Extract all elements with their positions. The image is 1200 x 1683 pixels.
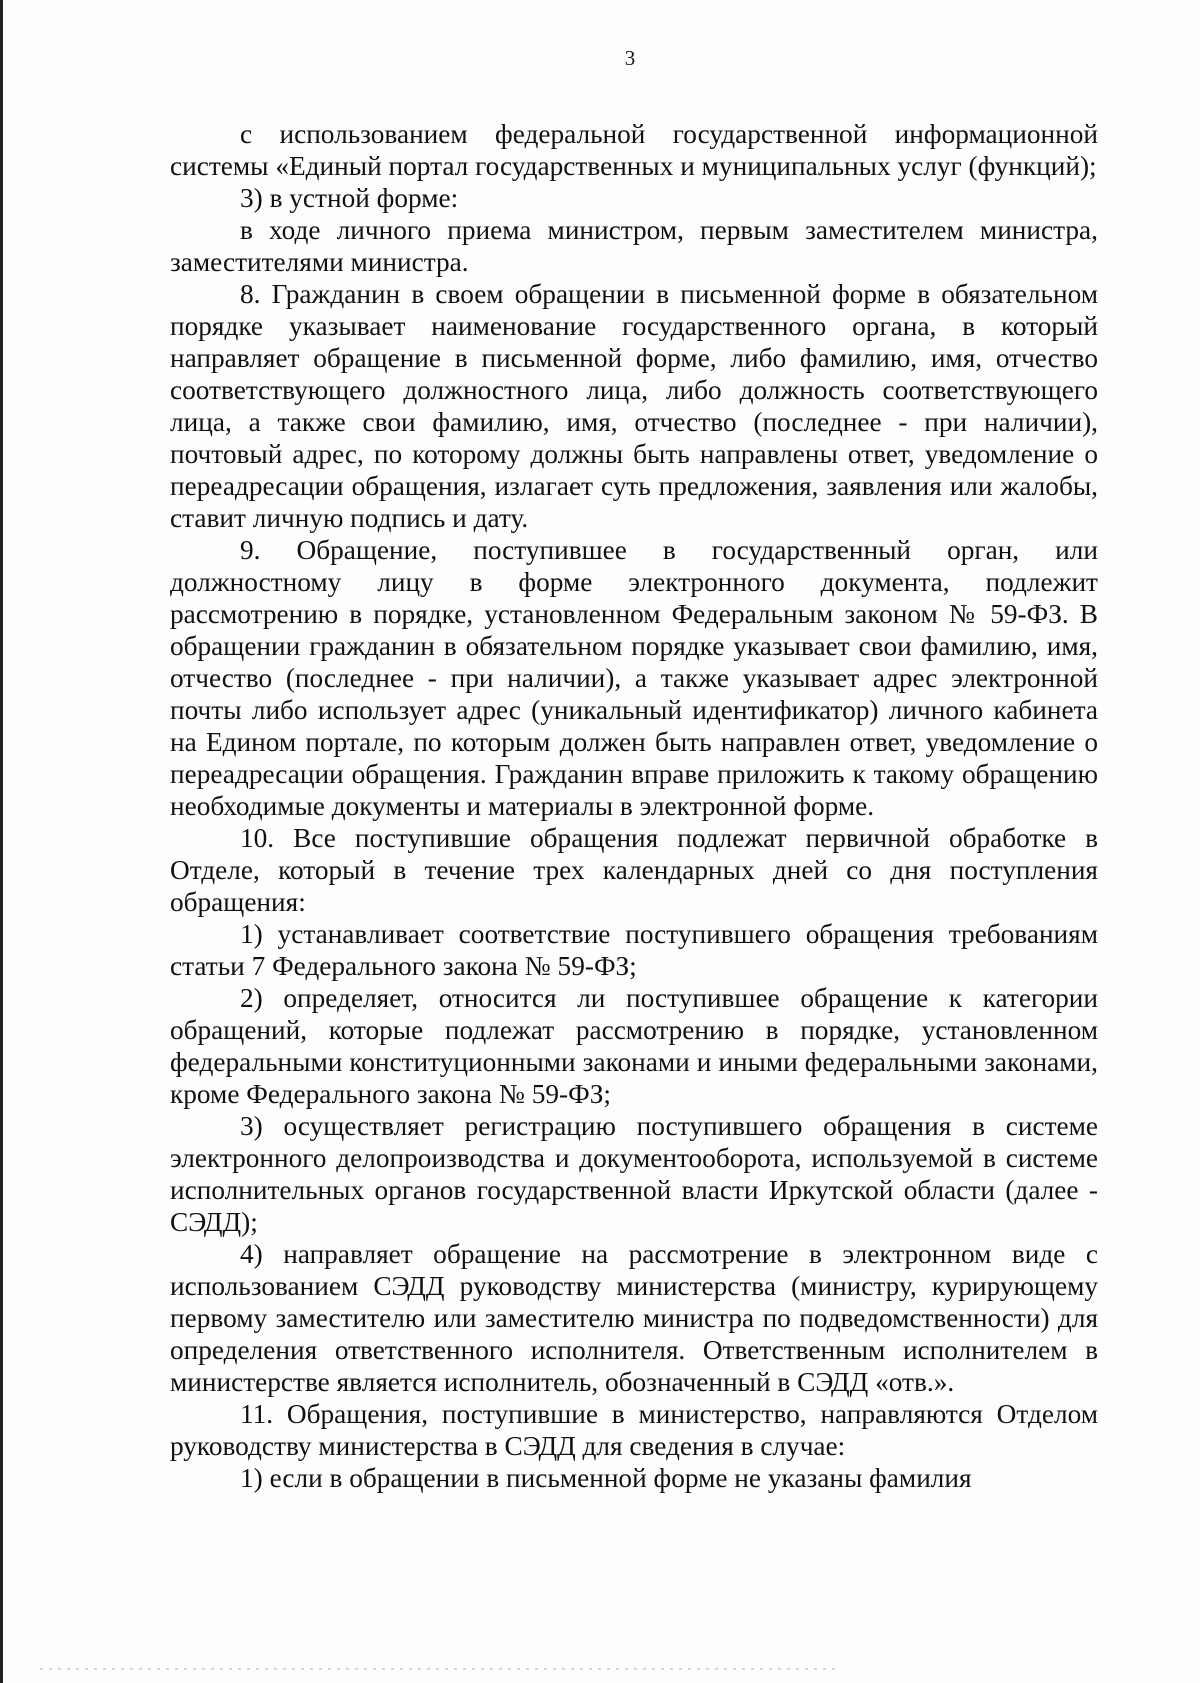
paragraph: в ходе личного приема министром, первым заместителем министра, заместителями министра. bbox=[170, 215, 1098, 277]
paragraph: 10. Все поступившие обращения подлежат первичной обработке в Отделе, который в течение трех календарных дней со дня поступления обращения: bbox=[170, 823, 1098, 917]
paragraph: 2) определяет, относится ли поступившее обращение к категории обращений, которые подлежат рассмотрению в порядке, установленном федеральными конституционными законами и иными федеральными законами, кроме Федерального закона № 59-ФЗ; bbox=[170, 983, 1098, 1109]
scan-noise bbox=[40, 1668, 840, 1670]
paragraph: 3) в устной форме: bbox=[240, 183, 459, 213]
paragraph: 4) направляет обращение на рассмотрение в электронном виде с использованием СЭДД руководству министерства (министру, курирующему первому заместителю или заместителю министра по подведомственности) для определения ответственного исполнителя. Ответственным исполнителем в министерстве является исполнитель, обозначенный в СЭДД «отв.». bbox=[170, 1239, 1098, 1397]
paragraph: 3) осуществляет регистрацию поступившего обращения в системе электронного делопроизводства и документооборота, используемой в системе исполнительных органов государственной власти Иркутской области (далее - СЭДД); bbox=[170, 1111, 1098, 1237]
paragraph: с использованием федеральной государственной информационной системы «Единый портал государственных и муниципальных услуг (функций); bbox=[170, 119, 1098, 181]
paragraph: 1) если в обращении в письменной форме не указаны фамилия bbox=[240, 1463, 972, 1493]
scan-edge bbox=[0, 0, 3, 1683]
page-number: 3 bbox=[624, 46, 636, 70]
paragraph: 1) устанавливает соответствие поступившего обращения требованиям статьи 7 Федерального закона № 59-ФЗ; bbox=[170, 919, 1098, 981]
paragraph: 9. Обращение, поступившее в государственный орган, или должностному лицу в форме электронного документа, подлежит рассмотрению в порядке, установленном Федеральным законом № 59-ФЗ. В обращении гражданин в обязательном порядке указывает свои фамилию, имя, отчество (последнее - при наличии), а также указывает адрес электронной почты либо использует адрес (уникальный идентификатор) личного кабинета на Едином портале, по которым должен быть направлен ответ, уведомление о переадресации обращения. Гражданин вправе приложить к такому обращению необходимые документы и материалы в электронной форме. bbox=[170, 535, 1098, 821]
paragraph: 11. Обращения, поступившие в министерство, направляются Отделом руководству министерства в СЭДД для сведения в случае: bbox=[170, 1399, 1098, 1461]
paragraph: 8. Гражданин в своем обращении в письменной форме в обязательном порядке указывает наименование государственного органа, в который направляет обращение в письменной форме, либо фамилию, имя, отчество соответствующего должностного лица, либо должность соответствующего лица, а также свои фамилию, имя, отчество (последнее - при наличии), почтовый адрес, по которому должны быть направлены ответ, уведомление о переадресации обращения, излагает суть предложения, заявления или жалобы, ставит личную подпись и дату. bbox=[170, 279, 1098, 533]
document-body bbox=[170, 118, 1098, 1494]
